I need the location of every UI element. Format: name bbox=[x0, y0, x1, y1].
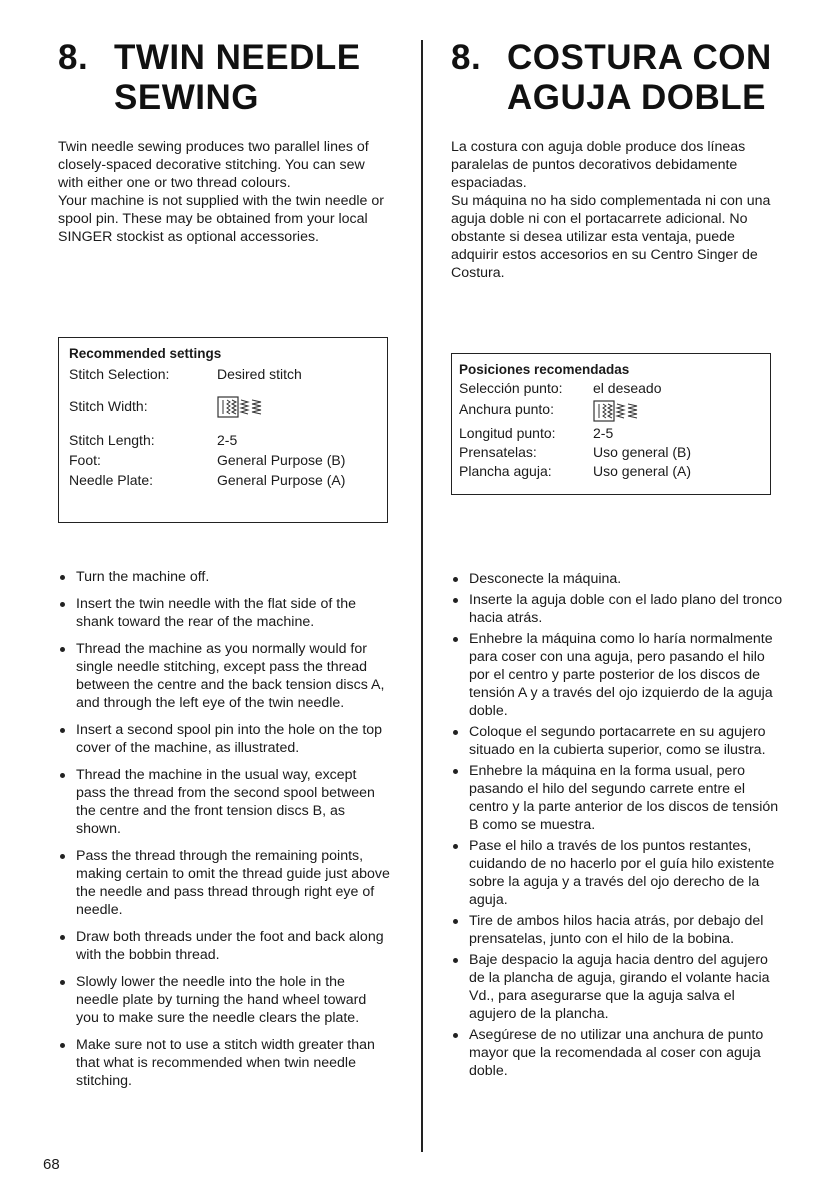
english-steps-list bbox=[58, 568, 390, 1099]
spanish-settings-box bbox=[451, 353, 771, 495]
english-title: 8. TWIN NEEDLE SEWING bbox=[58, 38, 390, 118]
settings-heading: Posiciones recomendadas bbox=[459, 362, 630, 377]
list-item: Asegúrese de no utilizar una anchura de punto mayor que la recomendada al coser con aguja doble. bbox=[451, 1026, 783, 1080]
list-item: Enhebre la máquina en la forma usual, pero pasando el hilo del segundo carrete entre el centro y la parte anterior de los discos de tensión B como se muestra. bbox=[451, 762, 783, 834]
list-item: Pase el hilo a través de los puntos restantes, cuidando de no hacerlo por el guía hilo existente sobre la aguja y a través del ojo derecho de la aguja. bbox=[451, 837, 783, 909]
spanish-title-line2: AGUJA DOBLE bbox=[507, 78, 766, 117]
list-item: Tire de ambos hilos hacia atrás, por debajo del prensatelas, junto con el hilo de la bobina. bbox=[451, 912, 783, 948]
list-item: Enhebre la máquina como lo haría normalmente para coser con una aguja, pero pasando el hilo por el centro y parte posterior de los discos de tensión A y a través del ojo izquierdo de la aguja doble. bbox=[451, 630, 783, 720]
english-intro-p1: Twin needle sewing produces two parallel lines of closely-spaced decorative stitching. You can sew with either one or two thread colours. bbox=[58, 139, 369, 191]
list-item: Desconecte la máquina. bbox=[451, 570, 783, 588]
settings-row-foot: Foot: General Purpose (B) bbox=[69, 452, 346, 469]
spanish-intro-p2: Su máquina no ha sido complementada ni con una aguja doble ni con el portacarrete adicional. No obstante si desea utilizar esta ventaja, puede adquirir estos accesorios en su Centro Singer de Costura. bbox=[451, 193, 771, 281]
english-settings-box bbox=[58, 337, 388, 523]
page-number: 68 bbox=[43, 1156, 60, 1173]
english-intro-p2: Your machine is not supplied with the twin needle or spool pin. These may be obtained from your local SINGER stockist as optional accessories. bbox=[58, 193, 384, 245]
spanish-steps-list bbox=[451, 570, 783, 1083]
settings-row-foot: Prensatelas: Uso general (B) bbox=[459, 444, 692, 460]
english-title-line2: SEWING bbox=[114, 78, 259, 117]
settings-row-stitch-selection: Selección punto: el deseado bbox=[459, 380, 662, 396]
list-item: Thread the machine in the usual way, except pass the thread from the second spool between the centre and the front tension discs B, as shown. bbox=[58, 766, 390, 838]
settings-row-stitch-width: Anchura punto: bbox=[459, 400, 763, 422]
list-item: Turn the machine off. bbox=[58, 568, 390, 586]
list-item: Baje despacio la aguja hacia dentro del agujero de la plancha de aguja, girando el volante hacia Vd., para asegurarse que la aguja salva el agujero de la plancha. bbox=[451, 951, 783, 1023]
settings-row-needle-plate: Plancha aguja: Uso general (A) bbox=[459, 463, 692, 479]
settings-row-stitch-selection: Stitch Selection: Desired stitch bbox=[69, 366, 302, 382]
list-item: Thread the machine as you normally would for single needle stitching, except pass the thread between the centre and the back tension discs A, and through the left eye of the twin needle. bbox=[58, 640, 390, 712]
settings-heading: Recommended settings bbox=[69, 346, 222, 361]
list-item: Slowly lower the needle into the hole in the needle plate by turning the hand wheel toward you to make sure the needle clears the plate. bbox=[58, 973, 390, 1027]
stitch-width-icon bbox=[593, 400, 643, 422]
english-intro bbox=[58, 138, 390, 246]
list-item: Coloque el segundo portacarrete en su agujero situado en la cubierta superior, como se ilustra. bbox=[451, 723, 783, 759]
list-item: Inserte la aguja doble con el lado plano del tronco hacia atrás. bbox=[451, 591, 783, 627]
settings-row-stitch-length: Stitch Length: 2-5 bbox=[69, 432, 238, 449]
settings-row-needle-plate: Needle Plate: General Purpose (A) bbox=[69, 472, 346, 489]
spanish-intro bbox=[451, 138, 783, 282]
spanish-title-line1: COSTURA CON bbox=[507, 38, 772, 77]
english-title-line1: TWIN NEEDLE bbox=[114, 38, 361, 77]
list-item: Make sure not to use a stitch width greater than that what is recommended when twin needle stitching. bbox=[58, 1036, 390, 1090]
list-item: Pass the thread through the remaining points, making certain to omit the thread guide just above the needle and pass thread through right eye of needle. bbox=[58, 847, 390, 919]
list-item: Draw both threads under the foot and back along with the bobbin thread. bbox=[58, 928, 390, 964]
settings-row-stitch-width: Stitch Width: bbox=[69, 396, 377, 418]
stitch-width-icon bbox=[217, 396, 267, 418]
list-item: Insert a second spool pin into the hole on the top cover of the machine, as illustrated. bbox=[58, 721, 390, 757]
spanish-intro-p1: La costura con aguja doble produce dos líneas paralelas de puntos decorativos debidamente espaciadas. bbox=[451, 139, 746, 191]
column-divider bbox=[421, 40, 423, 1152]
spanish-title: 8. COSTURA CON AGUJA DOBLE bbox=[451, 38, 783, 118]
settings-row-stitch-length: Longitud punto: 2-5 bbox=[459, 425, 614, 441]
list-item: Insert the twin needle with the flat side of the shank toward the rear of the machine. bbox=[58, 595, 390, 631]
